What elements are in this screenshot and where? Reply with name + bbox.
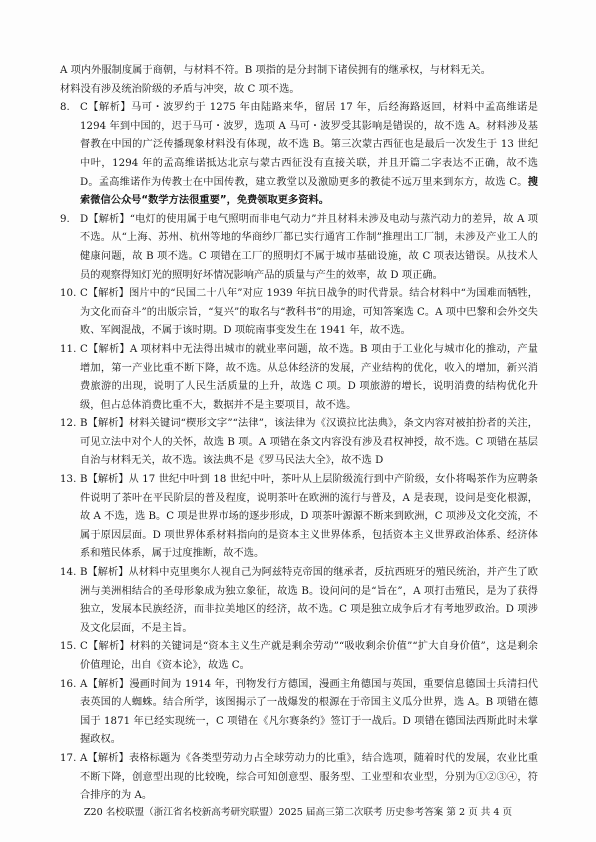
item-explanation: A【解析】表格标题为《各类型劳动力占全球劳动力的比重》，结合选项，随着时代的发展，农业比重不断下降，创意型出现的比较晚，综合可知创意型、服务型、工业型和农业型，分别为①②③④，符合排序的为 A。 bbox=[80, 752, 538, 802]
item-number: 10. bbox=[60, 288, 77, 300]
page-footer: Z20 名校联盟（浙江省名校新高考研究联盟）2025 届高三第二次联考 历史参考答案 第 2 页 共 4 页 bbox=[83, 807, 513, 818]
answer-item-10 bbox=[60, 285, 538, 341]
item-number: 13. bbox=[60, 474, 77, 486]
item-explanation: C【解析】A 项材料中无法得出城市的就业率问题，故不选。B 项由于工业化与城市化的推动，产量增加，第一产业比重不断下降，故不选。从总体经济的发展，产业结构的优化，收入的增加，新兴消费旅游的出现，说明了人民生活质量的上升，故选 C 项。D 项旅游的增长，说明消费的结构优化升级，但占总体消费比重不大，数据并不是主要项目，故不选。 bbox=[80, 343, 538, 411]
promo-note: 搜索微信公众号“数学方法很重要”，免费领取更多资料。 bbox=[80, 176, 538, 207]
answer-item-17 bbox=[60, 750, 538, 806]
item-text bbox=[80, 99, 538, 211]
item-number: 17. bbox=[60, 752, 77, 764]
item-number: 11. bbox=[60, 343, 77, 355]
item-explanation: B【解析】材料关键词“楔形文字”“法律”，该法律为《汉谟拉比法典》，条文内容对被拍扮者的关注，可见立法中对个人的关怀，故选 B 项。A 项错在条文内容没有涉及君权神授，故不选。C 项错在基层自治与材料无关，故不选。该法典不是《罗马民法大全》，故不选 D bbox=[80, 418, 538, 467]
item-explanation: C【解析】材料的关键词是“资本主义生产就是剩余劳动”“吸收剩余价值”“扩大自身价值”，这是剩余价值理论，出自《资本论》，故选 C。 bbox=[80, 641, 538, 671]
intro-line: A 项内外服制度属于商朝，与材料不符。B 项指的是分封制下诸侯拥有的继承权，与材料无关。 bbox=[60, 65, 492, 76]
item-number: 14. bbox=[60, 567, 77, 579]
item-explanation: B【解析】从材料中克里奥尔人视自己为阿兹特克帝国的继承者，反抗西班牙的殖民统治，并产生了欧洲与美洲相结合的圣母形象成为独立象征，故选 B。设问问的是“旨在”，A 项打击殖民，是为了获得独立，发展本民族经济，而非拉美地区的经济，故不选。C 项是独立成争后才有考地罗政治。D 项涉及文化层面，不是主旨。 bbox=[80, 567, 538, 634]
item-explanation: B【解析】从 17 世纪中叶到 18 世纪中叶，茶叶从上层阶级流行到中产阶级，女仆将喝茶作为应聘条件说明了茶叶在平民阶层的普及程度，说明茶叶在欧洲的流行与普及，A 是表现，设问是变化根源，故 A 不选，选 B。C 项是世界市场的逐步形成，D 项茶叶源源不断来到欧洲，C 项涉及文化交流，不属于原因层面。D 项世界体系材料指向的是资本主义世界体系，包括资本主义世界政治体系、经济体系和殖民体系，属于过度推断，故不选。 bbox=[80, 474, 538, 560]
item-number: 8. bbox=[60, 102, 70, 114]
item-explanation: C【解析】图片中的“民国二十八年”对应 1939 年抗日战争的时代背景。结合材料中“为国难而牺牲，为文化而奋斗”的出版宗旨，“复兴”的取名与“教科书”的用途，可知答案选 C。A 项中巴黎和会外交失败、军阀混战，不属于该时期。D 项皖南事变发生在 1941 年，故不选。 bbox=[80, 288, 538, 337]
answer-item-11 bbox=[60, 341, 538, 415]
answer-item-13 bbox=[60, 471, 538, 564]
answer-item-14 bbox=[60, 564, 538, 638]
answer-item-15 bbox=[60, 638, 538, 675]
item-explanation: A【解析】漫画时间为 1914 年，刊物发行方德国，漫画主角德国与英国，重要信息德国士兵清扫代表英国的人蜘蛛。结合所学，该图揭示了一战爆发的根源在于帝国主义瓜分世界，选 A。B 项错在德国于 1871 年已经实现统一，C 项错在《凡尔赛条约》签订于一战后。D 项错在德国法西斯此时未掌握政权。 bbox=[80, 678, 538, 746]
item-number: 15. bbox=[60, 641, 77, 653]
item-number: 9. bbox=[60, 213, 70, 225]
item-explanation: D【解析】“电灯的使用属于电气照明而非电气动力”并且材料未涉及电动与蒸汽动力的差异，故 A 项不选。从“上海、苏州、杭州等地的华商纱厂都已实行通宵工作制”推理出工厂制，未涉及产业工人的健康问题，故 B 项不选。C 项错在工厂的照明灯不属于城市基础设施，故 C 项表达错误。从技术人员的观察得知灯光的照明好坏情况影响产品的质量与产生的效率，故 D 项正确。 bbox=[80, 213, 538, 281]
answer-explanations bbox=[60, 62, 538, 806]
answer-item-12 bbox=[60, 415, 538, 471]
item-number: 16. bbox=[60, 678, 77, 690]
intro-line: 材料没有涉及统治阶级的矛盾与冲突，故 C 项不选。 bbox=[60, 83, 300, 95]
item-number: 12. bbox=[60, 418, 77, 430]
intro-paragraph bbox=[60, 62, 538, 99]
item-explanation: C【解析】马可・波罗约于 1275 年由陆路来华，留居 17 年，后经海路返回，材料中孟高维诺是 1294 年到中国的，迟于马可・波罗，选项 A 马可・波罗受其影响是错误的，故不选 A。材料涉及基督教在中国的广泛传播现象材料没有体现，故不选 B。第三次蒙古西征也是最后一次发生于 13 世纪中叶，1294 年的孟高维诺抵达北京与蒙古西征没有直接关联，并且开篇二字表达不正确，故不选 D。孟高维诺作为传教士在中国传教，建立教堂以及激励更多的教徒不远万里来到东方，故选 C。 bbox=[80, 102, 538, 188]
answer-item-8 bbox=[60, 99, 538, 211]
answer-item-9 bbox=[60, 211, 538, 285]
answer-item-16 bbox=[60, 676, 538, 750]
